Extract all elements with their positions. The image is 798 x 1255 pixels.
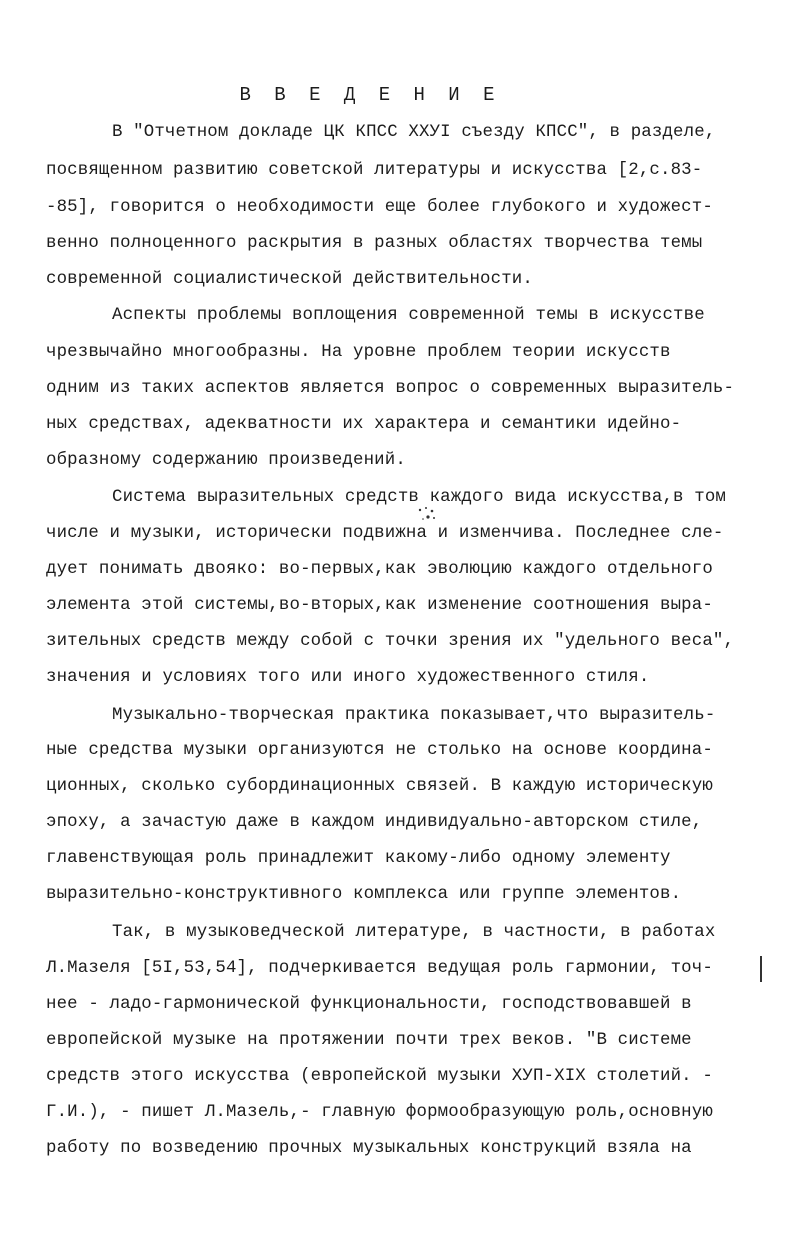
text-line: современной социалистической действительности. <box>46 270 533 289</box>
margin-mark <box>760 956 762 982</box>
text-line: главенствующая роль принадлежит какому-либо одному элементу <box>46 849 671 868</box>
text-line: В "Отчетном докладе ЦК КПСС ХХУI съезду КПСС", в разделе, <box>112 123 716 142</box>
text-line: венно полноценного раскрытия в разных областях творчества темы <box>46 234 703 253</box>
page-title: В В Е Д Е Н И Е <box>239 84 501 106</box>
text-line: Система выразительных средств каждого вида искусства,в том <box>112 488 726 507</box>
text-line: дует понимать двояко: во-первых,как эволюцию каждого отдельного <box>46 560 713 579</box>
text-line: средств этого искусства (европейской музыки ХУП-ХIХ столетий. - <box>46 1067 713 1086</box>
text-line: Музыкально-творческая практика показывает,что выразитель- <box>112 706 716 725</box>
text-line: выразительно-конструктивного комплекса или группе элементов. <box>46 885 682 904</box>
text-line: Г.И.), - пишет Л.Мазель,- главную формообразующую роль,основную <box>46 1103 713 1122</box>
text-line: значения и условиях того или иного художественного стиля. <box>46 668 650 687</box>
text-line: Л.Мазеля [5I,53,54], подчеркивается ведущая роль гармонии, точ- <box>46 959 713 978</box>
text-line: числе и музыки, исторически подвижна и изменчива. Последнее сле- <box>46 524 724 543</box>
text-line: элемента этой системы,во-вторых,как изменение соотношения выра- <box>46 596 713 615</box>
text-line: Аспекты проблемы воплощения современной темы в искусстве <box>112 306 705 325</box>
text-line: нее - ладо-гармонической функциональности, господствовавшей в <box>46 995 692 1014</box>
text-line: Так, в музыковедческой литературе, в частности, в работах <box>112 923 716 942</box>
text-line: эпоху, а зачастую даже в каждом индивидуально-авторском стиле, <box>46 813 703 832</box>
text-line: образному содержанию произведений. <box>46 451 406 470</box>
text-line: ные средства музыки организуются не столько на основе координа- <box>46 741 713 760</box>
text-line: чрезвычайно многообразны. На уровне проблем теории искусств <box>46 343 671 362</box>
text-line: посвященном развитию советской литературы и искусства [2,с.83- <box>46 161 703 180</box>
text-line: -85], говорится о необходимости еще более глубокого и художест- <box>46 198 713 217</box>
text-line: европейской музыке на протяжении почти трех веков. "В системе <box>46 1031 692 1050</box>
text-line: зительных средств между собой с точки зрения их "удельного веса", <box>46 632 735 651</box>
text-line: работу по возведению прочных музыкальных конструкций взяла на <box>46 1139 692 1158</box>
text-line: ционных, сколько субординационных связей. В каждую историческую <box>46 777 713 796</box>
text-line: одним из таких аспектов является вопрос о современных выразитель- <box>46 379 735 398</box>
text-line: ных средствах, адекватности их характера и семантики идейно- <box>46 415 682 434</box>
ink-smudge <box>414 505 448 523</box>
